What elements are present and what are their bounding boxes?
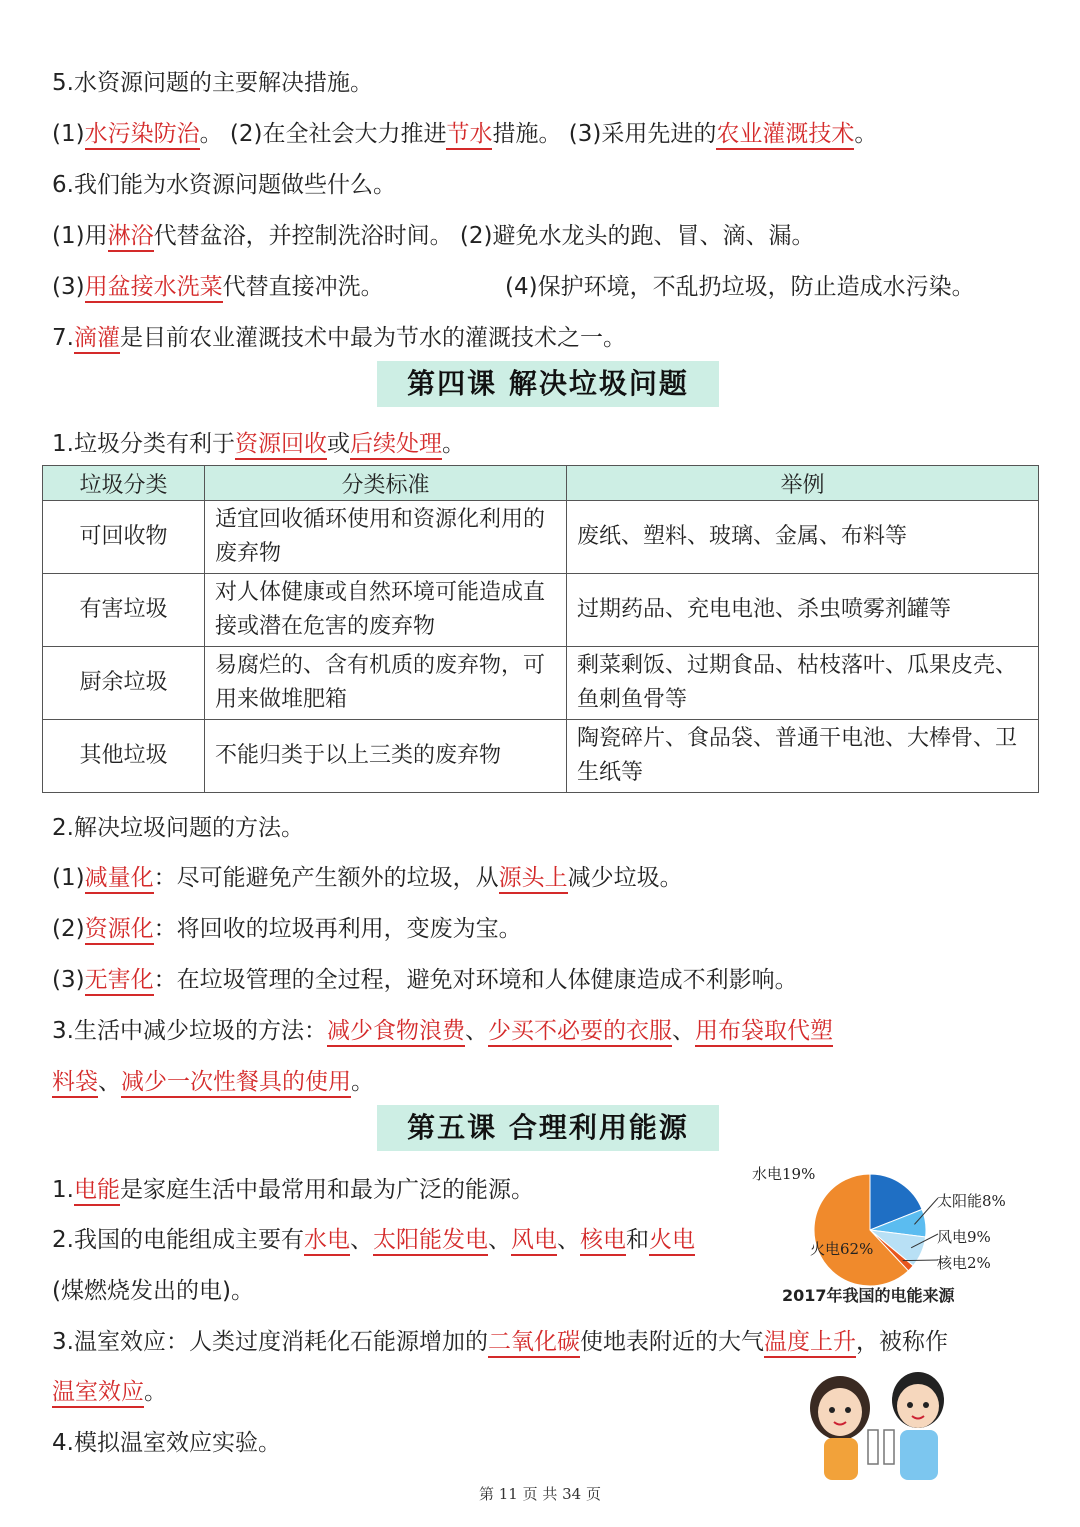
cell-category: 有害垃圾 [43, 574, 205, 647]
water-measures-heading: 5.水资源问题的主要解决措施。 [52, 70, 373, 96]
text: 7. [52, 325, 74, 351]
text: 、 [487, 1227, 511, 1253]
cell-example: 剩菜剩饭、过期食品、枯枝落叶、瓜果皮壳、鱼刺鱼骨等 [567, 647, 1039, 720]
text: ：尽可能避免产生额外的垃圾，从 [153, 865, 499, 891]
text: (3) [52, 274, 85, 300]
text: 、 [556, 1227, 580, 1253]
water-actions-line-1 [52, 221, 814, 251]
table-row [43, 720, 1039, 793]
cell-example: 陶瓷碎片、食品袋、普通干电池、大棒骨、卫生纸等 [567, 720, 1039, 793]
cell-example: 废纸、塑料、玻璃、金属、布料等 [567, 501, 1039, 574]
text: (1) [52, 121, 85, 147]
cell-category: 可回收物 [43, 501, 205, 574]
text: 2.我国的电能组成主要有 [52, 1227, 304, 1253]
text: ：将回收的垃圾再利用，变废为宝。 [153, 916, 522, 942]
lesson5-p3-line-1 [52, 1327, 948, 1357]
answer-disposable: 减少一次性餐具的使用 [121, 1069, 351, 1098]
answer-greenhouse: 温室效应 [52, 1379, 144, 1408]
text: 是家庭生活中最常用和最为广泛的能源。 [119, 1177, 534, 1203]
answer-food-waste: 减少食物浪费 [327, 1018, 465, 1047]
answer-drip: 滴灌 [74, 325, 120, 354]
text: 1. [52, 1177, 74, 1203]
text: 、 [98, 1069, 121, 1095]
answer-processing: 后续处理 [350, 431, 442, 460]
table-row [43, 574, 1039, 647]
pie-label-solar: 太阳能8% [937, 1192, 1006, 1210]
text: 。 [441, 431, 465, 457]
header-example: 举例 [567, 466, 1039, 501]
pie-label-nuclear: 核电2% [937, 1254, 991, 1272]
boy-figure [892, 1372, 944, 1480]
lesson5-p1 [52, 1175, 534, 1205]
garbage-classification-table [42, 465, 1039, 793]
method-resource [52, 914, 522, 944]
cell-category: 其他垃圾 [43, 720, 205, 793]
text: 。 [854, 121, 878, 147]
header-category: 垃圾分类 [43, 466, 205, 501]
lesson4-title: 第四课 解决垃圾问题 [377, 361, 719, 407]
lesson5-p2-cont: (煤燃烧发出的电)。 [52, 1278, 254, 1304]
pie-label-hydro: 水电19% [752, 1165, 816, 1183]
cell-standard: 对人体健康或自然环境可能造成直接或潜在危害的废弃物 [205, 574, 567, 647]
water-actions-line-2 [52, 272, 384, 302]
text: 3.温室效应：人类过度消耗化石能源增加的 [52, 1329, 488, 1355]
cell-standard: 适宜回收循环使用和资源化利用的废弃物 [205, 501, 567, 574]
girl-figure [810, 1376, 870, 1480]
answer-harmless: 无害化 [85, 967, 154, 996]
text: (1) [52, 865, 85, 891]
answer-hydro: 水电 [304, 1227, 350, 1256]
text: (1)用 [52, 223, 108, 249]
table-row [43, 647, 1039, 720]
text: 减少垃圾。 [567, 865, 683, 891]
answer-resource: 资源化 [85, 916, 154, 945]
table-row [43, 501, 1039, 574]
page-footer: 第 11 页 共 34 页 [478, 1485, 601, 1503]
answer-solar: 太阳能发电 [373, 1227, 488, 1256]
children-illustration [800, 1360, 960, 1480]
table-header-row [43, 466, 1039, 501]
lesson5-title: 第五课 合理利用能源 [377, 1105, 719, 1151]
text: 、 [349, 1227, 373, 1253]
pie-label-thermal: 火电62% [810, 1240, 874, 1258]
cell-standard: 不能归类于以上三类的废弃物 [205, 720, 567, 793]
text: 3.生活中减少垃圾的方法： [52, 1018, 327, 1044]
cell-example: 过期药品、充电电池、杀虫喷雾剂罐等 [567, 574, 1039, 647]
answer-irrigation: 农业灌溉技术 [716, 121, 854, 150]
header-standard: 分类标准 [205, 466, 567, 501]
answer-water-pollution: 水污染防治 [85, 121, 200, 150]
text: 或 [326, 431, 350, 457]
lesson4-p3-line-2 [52, 1067, 374, 1097]
water-actions-line-2b: (4)保护环境，不乱扔垃圾，防止造成水污染。 [505, 274, 975, 300]
lesson5-p3-line-2 [52, 1377, 167, 1407]
answer-nuclear: 核电 [580, 1227, 626, 1256]
answer-reduce: 减量化 [85, 865, 154, 894]
answer-temp-rise: 温度上升 [764, 1329, 856, 1358]
cell-category: 厨余垃圾 [43, 647, 205, 720]
text: 代替直接冲洗。 [222, 274, 384, 300]
text: 和 [625, 1227, 649, 1253]
lesson4-p2: 2.解决垃圾问题的方法。 [52, 815, 304, 841]
lesson5-p2 [52, 1225, 695, 1255]
text: 。 [144, 1379, 167, 1405]
text: ，被称作 [855, 1329, 948, 1355]
answer-recycling: 资源回收 [235, 431, 327, 460]
water-actions-heading: 6.我们能为水资源问题做些什么。 [52, 172, 396, 198]
lesson4-p1 [52, 429, 465, 459]
drip-irrigation-line [52, 323, 626, 353]
answer-co2: 二氧化碳 [488, 1329, 580, 1358]
lesson4-p3-line-1 [52, 1016, 833, 1046]
cell-standard: 易腐烂的、含有机质的废弃物，可用来做堆肥箱 [205, 647, 567, 720]
text: 代替盆浴，并控制洗浴时间。 (2)避免水龙头的跑、冒、滴、漏。 [153, 223, 815, 249]
experiment-bottles-icon [868, 1430, 894, 1464]
text: 。 (2)在全社会大力推进 [199, 121, 447, 147]
method-harmless [52, 965, 798, 995]
answer-shower: 淋浴 [108, 223, 154, 252]
pie-caption: 2017年我国的电能来源 [782, 1286, 955, 1305]
answer-thermal: 火电 [649, 1227, 695, 1256]
text: 、 [464, 1018, 488, 1044]
water-measures-line [52, 119, 877, 149]
pie-slices [814, 1174, 926, 1286]
lesson5-p4: 4.模拟温室效应实验。 [52, 1430, 281, 1456]
answer-cloth-bag: 用布袋取代塑 [695, 1018, 833, 1047]
text: 是目前农业灌溉技术中最为节水的灌溉技术之一。 [119, 325, 626, 351]
answer-clothes: 少买不必要的衣服 [488, 1018, 672, 1047]
text: 措施。 (3)采用先进的 [492, 121, 717, 147]
pie-leader-nuclear [903, 1260, 938, 1261]
text: (2) [52, 916, 85, 942]
text: 1.垃圾分类有利于 [52, 431, 235, 457]
text: 。 [351, 1069, 374, 1095]
text: 、 [671, 1018, 695, 1044]
answer-source: 源头上 [499, 865, 568, 894]
answer-cloth-bag-cont: 料袋 [52, 1069, 98, 1098]
text: (3) [52, 967, 85, 993]
text: 使地表附近的大气 [579, 1329, 764, 1355]
text: ：在垃圾管理的全过程，避免对环境和人体健康造成不利影响。 [153, 967, 798, 993]
method-reduce [52, 863, 683, 893]
answer-basin-wash: 用盆接水洗菜 [85, 274, 223, 303]
answer-water-saving: 节水 [446, 121, 492, 150]
answer-wind: 风电 [511, 1227, 557, 1256]
answer-electricity: 电能 [74, 1177, 120, 1206]
pie-label-wind: 风电9% [937, 1228, 991, 1246]
